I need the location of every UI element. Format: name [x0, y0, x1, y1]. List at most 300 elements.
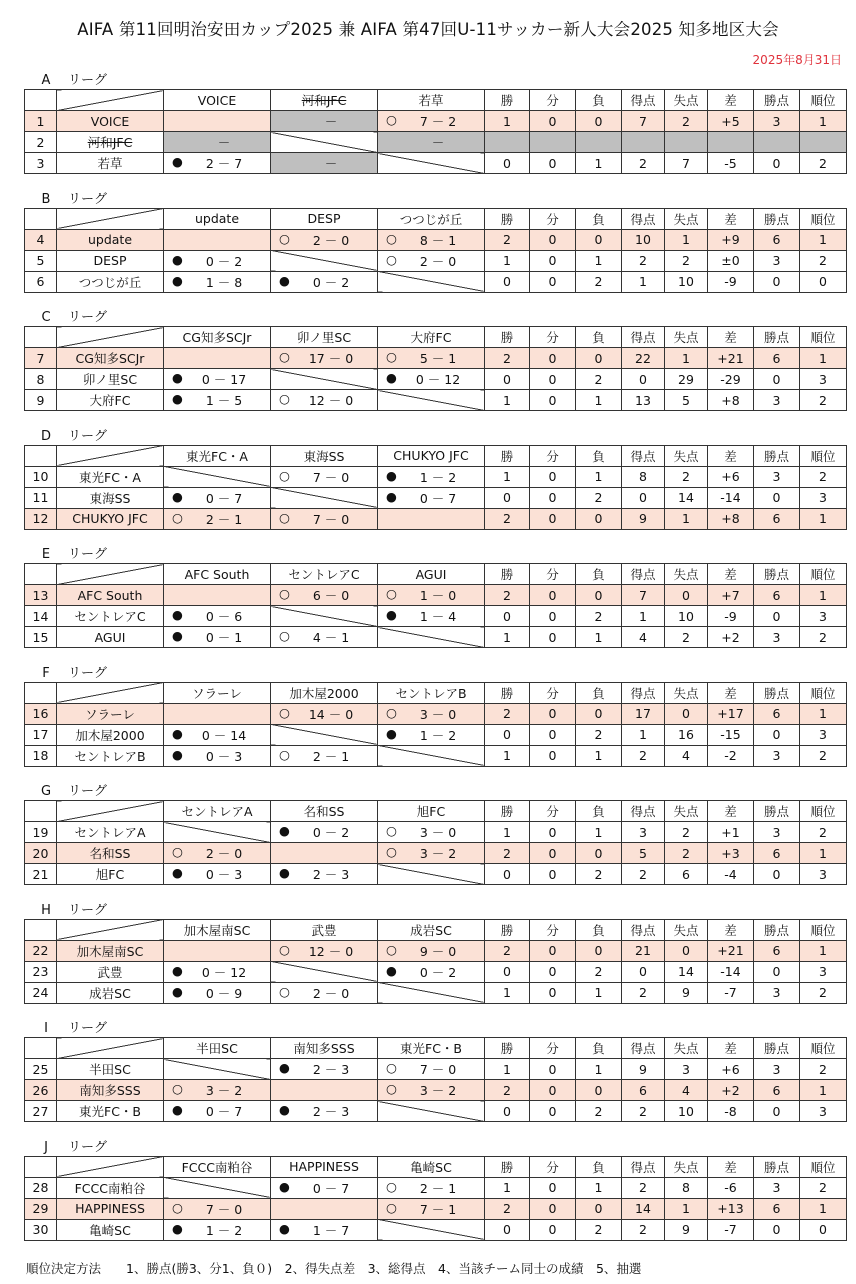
- stat-value: 2: [622, 982, 665, 1003]
- result-score: 4 － 1: [312, 630, 350, 645]
- result-symbol: ●: [172, 983, 183, 999]
- stat-value: 4: [665, 1080, 708, 1101]
- table-row: [25, 132, 847, 153]
- stat-header: 分: [530, 327, 576, 348]
- result-score: 3 － 2: [205, 1083, 243, 1098]
- result-score: 2 － 3: [312, 1104, 350, 1119]
- result-symbol: ○: [279, 746, 290, 762]
- stat-value: 0: [576, 940, 622, 961]
- stat-value: 2: [485, 940, 530, 961]
- header-corner: [57, 445, 164, 466]
- team-name-text: 加木屋2000: [75, 727, 145, 743]
- self-match-cell: [271, 1198, 378, 1219]
- stat-header: 分: [530, 801, 576, 822]
- match-result-content: [164, 747, 270, 765]
- match-result: [378, 703, 485, 724]
- table-row: [25, 606, 847, 627]
- team-name-text: 東海SS: [89, 490, 131, 506]
- team-name: [57, 1059, 164, 1080]
- result-symbol: ○: [279, 586, 290, 601]
- result-score: 2 － 1: [419, 1180, 457, 1196]
- match-result: [164, 390, 271, 411]
- table-row: [25, 724, 847, 745]
- result-score: 0 － 7: [205, 1104, 243, 1119]
- match-result-content: [164, 607, 270, 625]
- match-result-content: [378, 231, 484, 249]
- table-row: [25, 153, 847, 174]
- team-name: [57, 487, 164, 508]
- match-result-content: [164, 391, 270, 409]
- team-name: [57, 724, 164, 745]
- header-blank: [25, 801, 57, 822]
- self-match-cell: [164, 940, 271, 961]
- match-result: [271, 508, 378, 529]
- match-result: [271, 153, 378, 174]
- stat-value: 0: [485, 961, 530, 982]
- league-suffix: リーグ: [68, 784, 108, 799]
- match-result: [378, 466, 485, 487]
- stat-header: 負: [576, 90, 622, 111]
- team-name-text: 東光FC・B: [79, 1104, 141, 1119]
- stat-value: +8: [708, 508, 754, 529]
- stat-value: 3: [800, 961, 847, 982]
- header-team: [378, 208, 485, 229]
- row-number: 11: [25, 487, 57, 508]
- stat-value: 0: [530, 348, 576, 369]
- match-result-content: [271, 1179, 377, 1197]
- standings-table: [24, 563, 847, 648]
- stat-header: 分: [530, 919, 576, 940]
- row-number: 26: [25, 1080, 57, 1101]
- row-number: 9: [25, 390, 57, 411]
- stat-value: +1: [708, 822, 754, 843]
- result-symbol: ●: [172, 272, 183, 288]
- header-team-name: 南知多SSS: [293, 1041, 355, 1056]
- stat-value: 0: [576, 1198, 622, 1219]
- stat-value: 1: [576, 466, 622, 487]
- stat-value: 1: [800, 1198, 847, 1219]
- stat-value: 0: [754, 961, 800, 982]
- match-result: [164, 132, 271, 153]
- result-score: 1 － 8: [205, 274, 243, 290]
- self-match-cell: [378, 1219, 485, 1240]
- stat-header: 負: [576, 801, 622, 822]
- row-number: 13: [25, 585, 57, 606]
- stat-header: 失点: [665, 327, 708, 348]
- stat-value: 10: [665, 1101, 708, 1122]
- stat-value: 0: [530, 627, 576, 648]
- result-score: －: [324, 156, 338, 171]
- self-match-cell: [271, 132, 378, 153]
- league-c-table: [24, 326, 846, 411]
- match-result: [164, 982, 271, 1003]
- result-symbol: ○: [172, 509, 183, 525]
- result-symbol: [279, 112, 293, 130]
- team-name: [57, 111, 164, 132]
- stat-value: 2: [800, 982, 847, 1003]
- match-result-content: [164, 252, 270, 270]
- self-match-cell: [378, 390, 485, 411]
- header-corner: [57, 919, 164, 940]
- stat-header: 差: [708, 90, 754, 111]
- result-symbol: ●: [172, 607, 183, 622]
- row-number: 12: [25, 508, 57, 529]
- team-name: [57, 822, 164, 843]
- stat-value: 2: [800, 390, 847, 411]
- table-row: [25, 864, 847, 885]
- match-result: [378, 606, 485, 627]
- stat-value: 4: [665, 745, 708, 766]
- self-match-cell: [271, 843, 378, 864]
- header-team-name: update: [194, 211, 240, 226]
- stat-header: 失点: [665, 682, 708, 703]
- header-team: [164, 327, 271, 348]
- league-letter: A: [41, 73, 51, 88]
- match-result-content: [164, 865, 270, 883]
- self-match-cell: [164, 822, 271, 843]
- stat-header: 得点: [622, 327, 665, 348]
- stat-value: 1: [622, 724, 665, 745]
- stat-value: 6: [754, 1080, 800, 1101]
- match-result: [164, 271, 271, 292]
- stat-value: 0: [530, 982, 576, 1003]
- result-symbol: ●: [386, 488, 397, 504]
- team-name: [57, 508, 164, 529]
- stat-value: 3: [754, 745, 800, 766]
- header-team: [378, 327, 485, 348]
- team-name-text: 若草: [97, 156, 123, 171]
- match-result: [378, 229, 485, 250]
- table-row: [25, 940, 847, 961]
- stat-value: 1: [665, 229, 708, 250]
- match-result-content: [271, 391, 377, 409]
- stat-header: 勝点: [754, 90, 800, 111]
- match-result-content: [378, 726, 484, 744]
- match-result-content: [378, 252, 484, 270]
- table-row: [25, 390, 847, 411]
- result-score: 0 － 6: [205, 609, 243, 624]
- match-result: [271, 1059, 378, 1080]
- self-match-cell: [378, 627, 485, 648]
- stat-header: 勝: [485, 327, 530, 348]
- header-team: [271, 1156, 378, 1177]
- self-match-cell: [164, 703, 271, 724]
- stat-value: 2: [800, 466, 847, 487]
- stat-header: 負: [576, 919, 622, 940]
- result-score: 7 － 2: [419, 114, 457, 129]
- stat-value: 1: [800, 940, 847, 961]
- stat-header: 勝: [485, 445, 530, 466]
- table-row: [25, 369, 847, 390]
- stat-value: [530, 132, 576, 153]
- stat-value: 29: [665, 369, 708, 390]
- stat-value: 2: [622, 250, 665, 271]
- stat-value: 1: [485, 250, 530, 271]
- team-name: [57, 585, 164, 606]
- stat-value: 0: [485, 1101, 530, 1122]
- stat-header: 勝点: [754, 445, 800, 466]
- match-result: [164, 1101, 271, 1122]
- header-team-name: 東海SS: [303, 448, 345, 464]
- stat-header: 失点: [665, 208, 708, 229]
- stat-header: 得点: [622, 682, 665, 703]
- match-result: [378, 250, 485, 271]
- result-symbol: ●: [172, 962, 183, 978]
- result-score: 1 － 4: [419, 609, 457, 624]
- stat-value: 1: [665, 348, 708, 369]
- league-letter: G: [40, 784, 52, 799]
- result-symbol: ○: [386, 349, 397, 364]
- result-score: 12 － 0: [308, 393, 354, 408]
- stat-header: 勝点: [754, 682, 800, 703]
- stat-header: 順位: [800, 1038, 847, 1059]
- result-symbol: ○: [279, 467, 290, 483]
- result-symbol: ○: [279, 983, 290, 999]
- header-team: [164, 208, 271, 229]
- result-symbol: ●: [279, 272, 290, 288]
- stat-value: 1: [665, 1198, 708, 1219]
- header-team: [271, 801, 378, 822]
- stat-value: 14: [665, 487, 708, 508]
- stat-value: 0: [530, 961, 576, 982]
- header-team: [164, 682, 271, 703]
- result-symbol: ●: [172, 1220, 183, 1236]
- match-result-content: [271, 984, 377, 1002]
- result-symbol: ○: [386, 251, 397, 267]
- stat-value: 0: [530, 508, 576, 529]
- match-result-content: [164, 1081, 270, 1099]
- stat-value: +8: [708, 390, 754, 411]
- stat-value: +6: [708, 466, 754, 487]
- match-result: [271, 1101, 378, 1122]
- match-result: [164, 250, 271, 271]
- row-number: 3: [25, 153, 57, 174]
- result-score: 0 － 3: [205, 867, 243, 882]
- match-result: [164, 961, 271, 982]
- stat-header: 順位: [800, 564, 847, 585]
- header-corner: [57, 327, 164, 348]
- stat-value: 1: [576, 390, 622, 411]
- match-result: [164, 369, 271, 390]
- league-suffix: リーグ: [68, 1021, 108, 1036]
- stat-value: 1: [485, 822, 530, 843]
- match-result: [378, 1177, 485, 1198]
- stat-value: 7: [665, 153, 708, 174]
- stat-header: 得点: [622, 1038, 665, 1059]
- self-match-cell: [378, 864, 485, 885]
- standings-table: [24, 1156, 847, 1241]
- stat-header: 差: [708, 919, 754, 940]
- stat-value: 2: [576, 961, 622, 982]
- result-score: 0 － 17: [201, 372, 247, 387]
- stat-header: 勝: [485, 801, 530, 822]
- stat-header: 分: [530, 682, 576, 703]
- stat-header: 得点: [622, 919, 665, 940]
- stat-value: 0: [754, 864, 800, 885]
- team-name: [57, 271, 164, 292]
- stat-value: 3: [800, 864, 847, 885]
- standings-table: [24, 800, 847, 885]
- header-team-name: VOICE: [197, 92, 237, 108]
- stat-header: 得点: [622, 208, 665, 229]
- header-corner: [57, 801, 164, 822]
- stat-header: 負: [576, 682, 622, 703]
- match-result: [378, 1198, 485, 1219]
- stat-value: 0: [530, 390, 576, 411]
- team-name: [57, 606, 164, 627]
- result-symbol: ○: [386, 1178, 397, 1194]
- match-result: [271, 229, 378, 250]
- result-score: 1 － 2: [419, 469, 457, 485]
- header-team-name: 武豊: [311, 922, 337, 938]
- table-row: [25, 1080, 847, 1101]
- result-score: 2 － 0: [312, 232, 350, 248]
- match-result-content: [378, 1179, 484, 1197]
- match-result-content: [164, 963, 270, 981]
- header-blank: [25, 919, 57, 940]
- header-row: [25, 90, 847, 111]
- table-row: [25, 961, 847, 982]
- result-score: 7 － 0: [312, 511, 350, 527]
- header-blank: [25, 208, 57, 229]
- self-match-cell: [164, 229, 271, 250]
- stat-value: -5: [708, 153, 754, 174]
- header-team: [164, 1156, 271, 1177]
- stat-header: 勝点: [754, 327, 800, 348]
- stat-header: 勝: [485, 564, 530, 585]
- row-number: 24: [25, 982, 57, 1003]
- self-match-cell: [378, 1101, 485, 1122]
- stat-header: 勝点: [754, 1038, 800, 1059]
- result-symbol: ●: [172, 1102, 183, 1117]
- team-name-text: 卯ノ里SC: [82, 372, 138, 387]
- row-number: 27: [25, 1101, 57, 1122]
- stat-value: 3: [665, 1059, 708, 1080]
- stat-header: 失点: [665, 919, 708, 940]
- row-number: 15: [25, 627, 57, 648]
- team-name: [57, 466, 164, 487]
- stat-value: 0: [485, 369, 530, 390]
- stat-value: 9: [622, 1059, 665, 1080]
- league-letter: D: [40, 428, 51, 444]
- stat-value: -8: [708, 1101, 754, 1122]
- stat-value: 8: [622, 466, 665, 487]
- league-suffix: リーグ: [68, 1139, 108, 1155]
- stat-header: 順位: [800, 90, 847, 111]
- stat-value: 0: [530, 724, 576, 745]
- result-symbol: ●: [279, 1178, 290, 1194]
- stat-header: 勝: [485, 1038, 530, 1059]
- row-number: 28: [25, 1177, 57, 1198]
- team-name-text: 武豊: [97, 964, 123, 980]
- row-number: 5: [25, 250, 57, 271]
- match-result-content: [378, 112, 484, 130]
- stat-header: 分: [530, 1038, 576, 1059]
- match-result: [164, 745, 271, 766]
- header-team-name: 亀崎SC: [410, 1159, 452, 1175]
- team-name-text: ソラーレ: [85, 706, 135, 722]
- stat-header: 勝: [485, 1156, 530, 1177]
- stat-value: 0: [754, 1101, 800, 1122]
- team-name: [57, 132, 164, 153]
- header-team-name: 東光FC・B: [400, 1041, 462, 1056]
- match-result-content: [378, 942, 484, 960]
- stat-header: 失点: [665, 801, 708, 822]
- table-row: [25, 585, 847, 606]
- stat-value: 1: [576, 822, 622, 843]
- result-symbol: ●: [386, 725, 397, 741]
- stat-value: -2: [708, 745, 754, 766]
- stat-value: 7: [622, 111, 665, 132]
- header-team-name: 加木屋2000: [289, 685, 359, 701]
- result-symbol: ●: [172, 391, 183, 406]
- stat-value: 0: [576, 703, 622, 724]
- stat-value: 3: [754, 250, 800, 271]
- result-score: 0 － 3: [205, 748, 243, 764]
- stat-header: 勝点: [754, 1156, 800, 1177]
- header-row: [25, 1156, 847, 1177]
- stat-value: 1: [622, 271, 665, 292]
- stat-value: +13: [708, 1198, 754, 1219]
- team-name-text: 加木屋南SC: [76, 943, 144, 959]
- row-number: 29: [25, 1198, 57, 1219]
- self-match-cell: [271, 487, 378, 508]
- header-team-name: AGUI: [415, 566, 447, 582]
- header-team: [164, 1038, 271, 1059]
- header-team: [378, 682, 485, 703]
- match-result: [378, 487, 485, 508]
- stat-value: 0: [754, 1219, 800, 1240]
- stat-value: 14: [665, 961, 708, 982]
- match-result-content: [164, 133, 270, 151]
- result-score: 7 － 0: [312, 469, 350, 485]
- stat-value: 2: [622, 745, 665, 766]
- table-row: [25, 1177, 847, 1198]
- stat-value: 0: [530, 153, 576, 174]
- stat-value: 5: [665, 390, 708, 411]
- result-score: 2 － 3: [312, 1062, 350, 1077]
- header-team: [271, 90, 378, 111]
- result-symbol: ○: [386, 586, 397, 601]
- team-name: [57, 1101, 164, 1122]
- stat-value: 21: [622, 940, 665, 961]
- match-result-content: [164, 844, 270, 862]
- result-score: 17 － 0: [308, 351, 354, 366]
- stat-header: 順位: [800, 1156, 847, 1177]
- result-score: 0 － 7: [205, 490, 243, 506]
- stat-header: 分: [530, 1156, 576, 1177]
- match-result: [164, 864, 271, 885]
- team-name: [57, 982, 164, 1003]
- league-i-table: [24, 1037, 846, 1122]
- stat-value: 0: [576, 585, 622, 606]
- stat-header: 勝: [485, 208, 530, 229]
- header-team: [164, 564, 271, 585]
- team-name-text: 半田SC: [89, 1062, 131, 1077]
- stat-header: 差: [708, 564, 754, 585]
- stat-value: 3: [754, 111, 800, 132]
- stat-value: 2: [800, 1177, 847, 1198]
- league-d-table: [24, 445, 846, 530]
- row-number: 6: [25, 271, 57, 292]
- stat-value: 0: [530, 1101, 576, 1122]
- stat-value: -29: [708, 369, 754, 390]
- result-symbol: ○: [279, 391, 290, 406]
- match-result-content: [164, 984, 270, 1002]
- stat-header: 負: [576, 208, 622, 229]
- stat-value: 2: [665, 822, 708, 843]
- header-team-name: 東光FC・A: [186, 448, 248, 464]
